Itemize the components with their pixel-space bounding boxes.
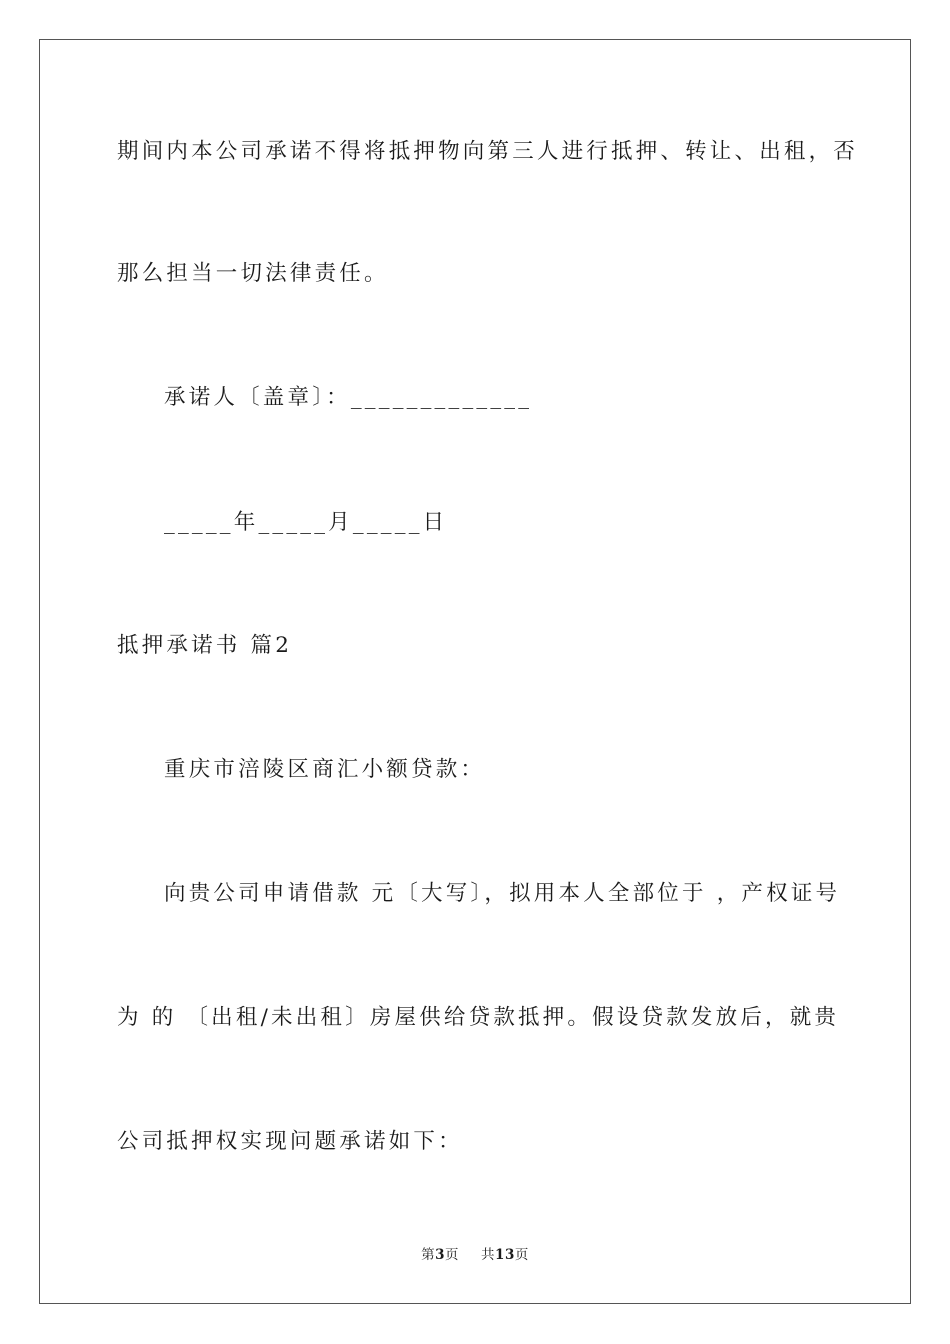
footer-total-pages: 13 xyxy=(495,1247,515,1263)
section-heading: 抵押承诺书 篇2 xyxy=(117,633,293,658)
footer-page-unit: 页 xyxy=(445,1247,460,1263)
page-footer xyxy=(0,1249,950,1263)
footer-total-unit: 页 xyxy=(514,1247,529,1263)
addressee-line: 重庆市涪陵区商汇小额贷款： xyxy=(164,757,486,782)
page-frame xyxy=(39,39,911,1304)
body-line-4: 为 的 〔出租/未出租〕房屋供给贷款抵押。假设贷款发放后，就贵 xyxy=(117,1005,840,1030)
body-line-2: 那么担当一切法律责任。 xyxy=(117,261,389,286)
body-line-1: 期间内本公司承诺不得将抵押物向第三人进行抵押、转让、出租，否 xyxy=(117,139,859,164)
body-line-5: 公司抵押权实现问题承诺如下： xyxy=(117,1129,463,1154)
date-line: _____年_____月_____日 xyxy=(164,510,448,535)
footer-prefix: 第 xyxy=(421,1247,436,1263)
footer-total-prefix: 共 xyxy=(481,1247,496,1263)
body-line-3: 向贵公司申请借款 元〔大写〕，拟用本人全部位于 ，产权证号 xyxy=(164,881,841,906)
signature-line: 承诺人〔盖章〕：_____________ xyxy=(164,385,533,410)
footer-current-page: 3 xyxy=(435,1247,446,1263)
